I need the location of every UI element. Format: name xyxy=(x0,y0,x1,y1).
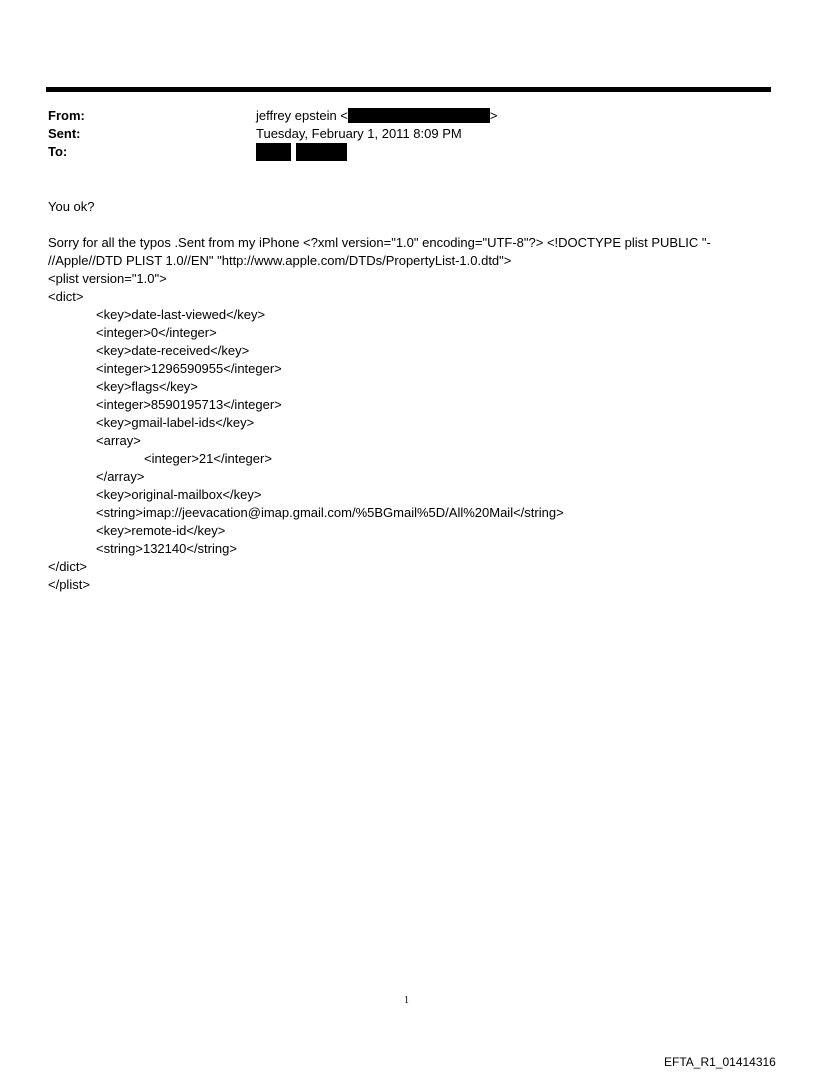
body-line-1: Sorry for all the typos .Sent from my iPhone <?xml version="1.0" encoding="UTF-8"?> <!DOCTYPE plist PUBLIC "- xyxy=(48,235,711,250)
plist-block xyxy=(48,270,564,594)
to-label: To: xyxy=(48,144,68,159)
plist-line: <integer>0</integer> xyxy=(96,325,217,340)
plist-line: <string>132140</string> xyxy=(96,541,237,556)
body-line-2: //Apple//DTD PLIST 1.0//EN" "http://www.apple.com/DTDs/PropertyList-1.0.dtd"> xyxy=(48,253,512,268)
plist-line: </plist> xyxy=(48,577,90,592)
body-greeting: You ok? xyxy=(48,199,95,214)
plist-line: <array> xyxy=(96,433,141,448)
redacted-recipient-box-1 xyxy=(256,143,291,161)
plist-line: <key>flags</key> xyxy=(96,379,198,394)
from-label: From: xyxy=(48,108,85,123)
plist-line: <key>date-last-viewed</key> xyxy=(96,307,266,322)
from-bracket-close: > xyxy=(489,108,498,123)
redacted-recipient-box-2 xyxy=(296,143,347,161)
plist-line: <integer>21</integer> xyxy=(144,451,272,466)
plist-line: <integer>8590195713</integer> xyxy=(96,397,282,412)
page-number: 1 xyxy=(404,995,409,1006)
plist-line: <integer>1296590955</integer> xyxy=(96,361,282,376)
to-value xyxy=(256,143,347,161)
plist-line: <key>remote-id</key> xyxy=(96,523,226,538)
plist-line: </dict> xyxy=(48,559,88,574)
plist-line: <key>date-received</key> xyxy=(96,343,250,358)
from-sender-name: jeffrey epstein < xyxy=(256,108,348,123)
plist-line: <key>original-mailbox</key> xyxy=(96,487,262,502)
header-divider xyxy=(46,87,771,92)
sent-label: Sent: xyxy=(48,126,81,141)
plist-line: <plist version="1.0"> xyxy=(48,271,167,286)
from-value xyxy=(256,107,498,125)
plist-line: <key>gmail-label-ids</key> xyxy=(96,415,255,430)
document-id: EFTA_R1_01414316 xyxy=(664,1055,776,1069)
plist-line: <dict> xyxy=(48,289,84,304)
redacted-email-box xyxy=(348,108,490,123)
sent-value: Tuesday, February 1, 2011 8:09 PM xyxy=(256,126,462,141)
plist-line: <string>imap://jeevacation@imap.gmail.com/%5BGmail%5D/All%20Mail</string> xyxy=(96,505,564,520)
plist-line: </array> xyxy=(96,469,145,484)
